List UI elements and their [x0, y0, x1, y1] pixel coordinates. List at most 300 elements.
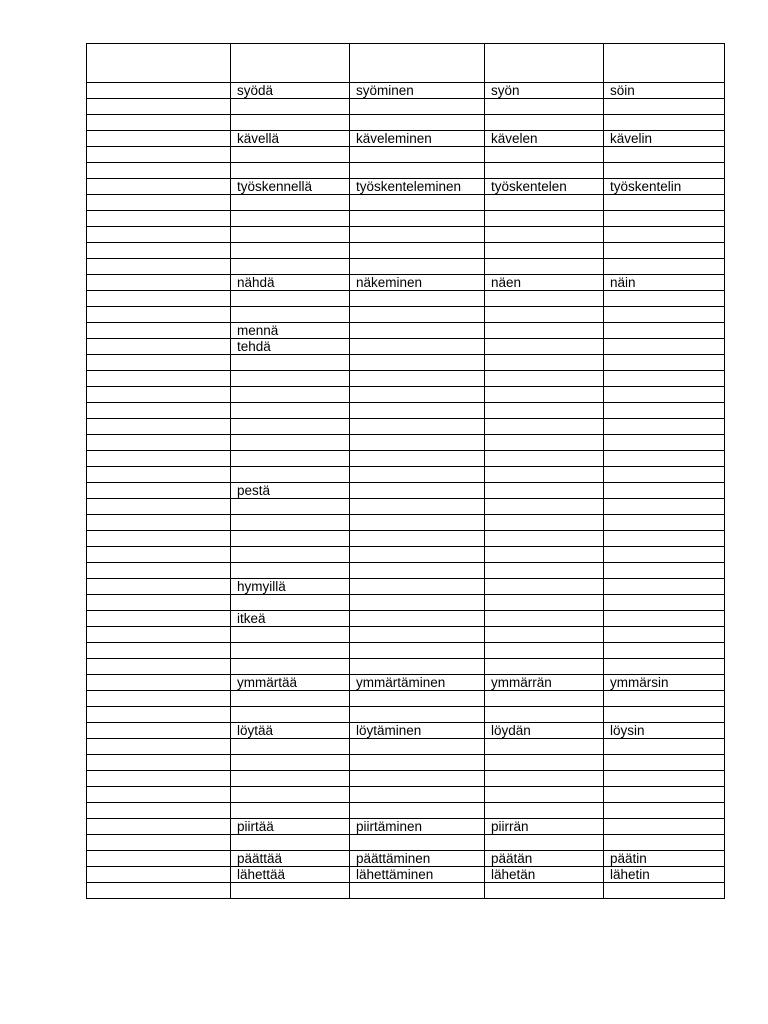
table-row	[87, 499, 725, 515]
past-cell[interactable]: näin	[604, 275, 725, 291]
infinitive-cell[interactable]: nähdä	[231, 275, 350, 291]
row-label-cell[interactable]	[87, 803, 231, 819]
row-label-cell[interactable]	[87, 643, 231, 659]
row-label-cell[interactable]	[87, 99, 231, 115]
past-cell[interactable]	[604, 771, 725, 787]
present-cell[interactable]	[485, 755, 604, 771]
infinitive-cell[interactable]	[231, 195, 350, 211]
table-row	[87, 371, 725, 387]
past-cell[interactable]	[604, 323, 725, 339]
present-cell[interactable]	[485, 595, 604, 611]
table-row	[87, 675, 725, 691]
header-cell[interactable]	[231, 44, 350, 83]
present-cell[interactable]	[485, 435, 604, 451]
table-row	[87, 355, 725, 371]
present-cell[interactable]	[485, 611, 604, 627]
row-label-cell[interactable]	[87, 83, 231, 99]
present-cell[interactable]	[485, 483, 604, 499]
infinitive-cell[interactable]: lähettää	[231, 867, 350, 883]
present-cell[interactable]	[485, 691, 604, 707]
noun-form-cell[interactable]	[350, 99, 485, 115]
present-cell[interactable]	[485, 387, 604, 403]
past-cell[interactable]	[604, 819, 725, 835]
row-label-cell[interactable]	[87, 867, 231, 883]
present-cell[interactable]	[485, 835, 604, 851]
row-label-cell[interactable]	[87, 435, 231, 451]
present-cell[interactable]	[485, 803, 604, 819]
noun-form-cell[interactable]	[350, 835, 485, 851]
row-label-cell[interactable]	[87, 211, 231, 227]
noun-form-cell[interactable]	[350, 563, 485, 579]
past-cell[interactable]	[604, 835, 725, 851]
present-cell[interactable]	[485, 883, 604, 899]
noun-form-cell[interactable]: päättäminen	[350, 851, 485, 867]
noun-form-cell[interactable]	[350, 707, 485, 723]
table-row	[87, 291, 725, 307]
noun-form-cell[interactable]	[350, 483, 485, 499]
row-label-cell[interactable]	[87, 499, 231, 515]
row-label-cell[interactable]	[87, 387, 231, 403]
infinitive-cell[interactable]: kävellä	[231, 131, 350, 147]
row-label-cell[interactable]	[87, 563, 231, 579]
present-cell[interactable]	[485, 467, 604, 483]
infinitive-cell[interactable]	[231, 771, 350, 787]
infinitive-cell[interactable]: löytää	[231, 723, 350, 739]
noun-form-cell[interactable]	[350, 595, 485, 611]
row-label-cell[interactable]	[87, 883, 231, 899]
infinitive-cell[interactable]	[231, 499, 350, 515]
row-label-cell[interactable]	[87, 179, 231, 195]
noun-form-cell[interactable]	[350, 643, 485, 659]
noun-form-cell[interactable]	[350, 467, 485, 483]
past-cell[interactable]	[604, 259, 725, 275]
infinitive-cell[interactable]	[231, 451, 350, 467]
past-cell[interactable]: työskentelin	[604, 179, 725, 195]
infinitive-cell[interactable]	[231, 595, 350, 611]
table-row	[87, 83, 725, 99]
row-label-cell[interactable]	[87, 771, 231, 787]
row-label-cell[interactable]	[87, 259, 231, 275]
noun-form-cell[interactable]: löytäminen	[350, 723, 485, 739]
present-cell[interactable]	[485, 499, 604, 515]
past-cell[interactable]	[604, 803, 725, 819]
infinitive-cell[interactable]	[231, 419, 350, 435]
past-cell[interactable]	[604, 307, 725, 323]
header-cell[interactable]	[485, 44, 604, 83]
past-cell[interactable]: ymmärsin	[604, 675, 725, 691]
row-label-cell[interactable]	[87, 227, 231, 243]
row-label-cell[interactable]	[87, 579, 231, 595]
past-cell[interactable]	[604, 355, 725, 371]
past-cell[interactable]	[604, 339, 725, 355]
noun-form-cell[interactable]	[350, 211, 485, 227]
noun-form-cell[interactable]: piirtäminen	[350, 819, 485, 835]
past-cell[interactable]	[604, 691, 725, 707]
past-cell[interactable]	[604, 403, 725, 419]
present-cell[interactable]: löydän	[485, 723, 604, 739]
infinitive-cell[interactable]	[231, 515, 350, 531]
table-row	[87, 819, 725, 835]
row-label-cell[interactable]	[87, 147, 231, 163]
table-row	[87, 835, 725, 851]
past-cell[interactable]	[604, 643, 725, 659]
past-cell[interactable]	[604, 755, 725, 771]
past-cell[interactable]	[604, 163, 725, 179]
noun-form-cell[interactable]	[350, 115, 485, 131]
table-row	[87, 803, 725, 819]
past-cell[interactable]: lähetin	[604, 867, 725, 883]
row-label-cell[interactable]	[87, 451, 231, 467]
past-cell[interactable]	[604, 659, 725, 675]
row-label-cell[interactable]	[87, 835, 231, 851]
table-row	[87, 771, 725, 787]
past-cell[interactable]: kävelin	[604, 131, 725, 147]
noun-form-cell[interactable]	[350, 883, 485, 899]
table-row	[87, 99, 725, 115]
table-row	[87, 307, 725, 323]
infinitive-cell[interactable]	[231, 739, 350, 755]
present-cell[interactable]	[485, 771, 604, 787]
noun-form-cell[interactable]: käveleminen	[350, 131, 485, 147]
present-cell[interactable]	[485, 403, 604, 419]
present-cell[interactable]	[485, 195, 604, 211]
row-label-cell[interactable]	[87, 323, 231, 339]
noun-form-cell[interactable]	[350, 659, 485, 675]
header-row	[87, 44, 725, 83]
noun-form-cell[interactable]	[350, 227, 485, 243]
present-cell[interactable]	[485, 291, 604, 307]
infinitive-cell[interactable]: työskennellä	[231, 179, 350, 195]
noun-form-cell[interactable]: näkeminen	[350, 275, 485, 291]
past-cell[interactable]	[604, 883, 725, 899]
table-row	[87, 195, 725, 211]
present-cell[interactable]	[485, 627, 604, 643]
past-cell[interactable]: söin	[604, 83, 725, 99]
table-row	[87, 131, 725, 147]
noun-form-cell[interactable]	[350, 163, 485, 179]
present-cell[interactable]	[485, 515, 604, 531]
infinitive-cell[interactable]	[231, 467, 350, 483]
infinitive-cell[interactable]: päättää	[231, 851, 350, 867]
infinitive-cell[interactable]	[231, 627, 350, 643]
present-cell[interactable]	[485, 147, 604, 163]
infinitive-cell[interactable]	[231, 291, 350, 307]
noun-form-cell[interactable]: ymmärtäminen	[350, 675, 485, 691]
row-label-cell[interactable]	[87, 339, 231, 355]
present-cell[interactable]	[485, 99, 604, 115]
infinitive-cell[interactable]: pestä	[231, 483, 350, 499]
noun-form-cell[interactable]	[350, 243, 485, 259]
table-row	[87, 707, 725, 723]
infinitive-cell[interactable]	[231, 387, 350, 403]
table-row	[87, 467, 725, 483]
infinitive-cell[interactable]	[231, 243, 350, 259]
present-cell[interactable]	[485, 531, 604, 547]
present-cell[interactable]	[485, 115, 604, 131]
present-cell[interactable]	[485, 739, 604, 755]
past-cell[interactable]	[604, 627, 725, 643]
present-cell[interactable]	[485, 419, 604, 435]
table-row	[87, 275, 725, 291]
row-label-cell[interactable]	[87, 307, 231, 323]
infinitive-cell[interactable]: syödä	[231, 83, 350, 99]
past-cell[interactable]	[604, 579, 725, 595]
table-row	[87, 691, 725, 707]
noun-form-cell[interactable]	[350, 803, 485, 819]
header-cell[interactable]	[350, 44, 485, 83]
row-label-cell[interactable]	[87, 483, 231, 499]
row-label-cell[interactable]	[87, 707, 231, 723]
infinitive-cell[interactable]	[231, 883, 350, 899]
row-label-cell[interactable]	[87, 691, 231, 707]
past-cell[interactable]	[604, 595, 725, 611]
infinitive-cell[interactable]	[231, 227, 350, 243]
infinitive-cell[interactable]	[231, 531, 350, 547]
noun-form-cell[interactable]	[350, 387, 485, 403]
table-row	[87, 739, 725, 755]
noun-form-cell[interactable]	[350, 451, 485, 467]
row-label-cell[interactable]	[87, 419, 231, 435]
noun-form-cell[interactable]	[350, 355, 485, 371]
present-cell[interactable]	[485, 371, 604, 387]
row-label-cell[interactable]	[87, 723, 231, 739]
past-cell[interactable]	[604, 515, 725, 531]
infinitive-cell[interactable]	[231, 259, 350, 275]
table-row	[87, 851, 725, 867]
present-cell[interactable]	[485, 323, 604, 339]
row-label-cell[interactable]	[87, 371, 231, 387]
verb-worksheet-table	[86, 43, 725, 899]
present-cell[interactable]: lähetän	[485, 867, 604, 883]
row-label-cell[interactable]	[87, 355, 231, 371]
infinitive-cell[interactable]	[231, 163, 350, 179]
past-cell[interactable]	[604, 371, 725, 387]
past-cell[interactable]	[604, 707, 725, 723]
past-cell[interactable]	[604, 147, 725, 163]
noun-form-cell[interactable]	[350, 531, 485, 547]
infinitive-cell[interactable]: mennä	[231, 323, 350, 339]
past-cell[interactable]	[604, 499, 725, 515]
table-row	[87, 547, 725, 563]
row-label-cell[interactable]	[87, 515, 231, 531]
table-row	[87, 787, 725, 803]
table-row	[87, 627, 725, 643]
row-label-cell[interactable]	[87, 611, 231, 627]
table-row	[87, 387, 725, 403]
noun-form-cell[interactable]	[350, 323, 485, 339]
noun-form-cell[interactable]: syöminen	[350, 83, 485, 99]
row-label-cell[interactable]	[87, 547, 231, 563]
noun-form-cell[interactable]	[350, 611, 485, 627]
present-cell[interactable]: päätän	[485, 851, 604, 867]
table-row	[87, 179, 725, 195]
past-cell[interactable]	[604, 99, 725, 115]
row-label-cell[interactable]	[87, 819, 231, 835]
infinitive-cell[interactable]	[231, 355, 350, 371]
present-cell[interactable]	[485, 707, 604, 723]
row-label-cell[interactable]	[87, 163, 231, 179]
present-cell[interactable]: kävelen	[485, 131, 604, 147]
infinitive-cell[interactable]	[231, 371, 350, 387]
table-row	[87, 643, 725, 659]
row-label-cell[interactable]	[87, 275, 231, 291]
present-cell[interactable]	[485, 307, 604, 323]
row-label-cell[interactable]	[87, 531, 231, 547]
noun-form-cell[interactable]	[350, 579, 485, 595]
infinitive-cell[interactable]	[231, 835, 350, 851]
table-row	[87, 211, 725, 227]
present-cell[interactable]	[485, 547, 604, 563]
infinitive-cell[interactable]	[231, 211, 350, 227]
past-cell[interactable]	[604, 547, 725, 563]
noun-form-cell[interactable]	[350, 339, 485, 355]
noun-form-cell[interactable]	[350, 515, 485, 531]
row-label-cell[interactable]	[87, 195, 231, 211]
past-cell[interactable]	[604, 563, 725, 579]
noun-form-cell[interactable]	[350, 259, 485, 275]
present-cell[interactable]	[485, 659, 604, 675]
noun-form-cell[interactable]	[350, 499, 485, 515]
row-label-cell[interactable]	[87, 755, 231, 771]
present-cell[interactable]	[485, 211, 604, 227]
infinitive-cell[interactable]	[231, 803, 350, 819]
past-cell[interactable]	[604, 787, 725, 803]
table-row	[87, 659, 725, 675]
infinitive-cell[interactable]	[231, 755, 350, 771]
row-label-cell[interactable]	[87, 595, 231, 611]
past-cell[interactable]	[604, 243, 725, 259]
present-cell[interactable]	[485, 355, 604, 371]
infinitive-cell[interactable]: itkeä	[231, 611, 350, 627]
noun-form-cell[interactable]	[350, 755, 485, 771]
noun-form-cell[interactable]	[350, 691, 485, 707]
infinitive-cell[interactable]	[231, 99, 350, 115]
present-cell[interactable]: syön	[485, 83, 604, 99]
infinitive-cell[interactable]: tehdä	[231, 339, 350, 355]
row-label-cell[interactable]	[87, 627, 231, 643]
past-cell[interactable]	[604, 451, 725, 467]
past-cell[interactable]	[604, 195, 725, 211]
past-cell[interactable]	[604, 291, 725, 307]
infinitive-cell[interactable]	[231, 691, 350, 707]
table-row	[87, 419, 725, 435]
row-label-cell[interactable]	[87, 243, 231, 259]
past-cell[interactable]	[604, 739, 725, 755]
header-cell[interactable]	[604, 44, 725, 83]
past-cell[interactable]	[604, 531, 725, 547]
past-cell[interactable]	[604, 611, 725, 627]
infinitive-cell[interactable]: piirtää	[231, 819, 350, 835]
noun-form-cell[interactable]	[350, 419, 485, 435]
past-cell[interactable]: päätin	[604, 851, 725, 867]
table-row	[87, 451, 725, 467]
infinitive-cell[interactable]	[231, 659, 350, 675]
infinitive-cell[interactable]	[231, 403, 350, 419]
noun-form-cell[interactable]	[350, 627, 485, 643]
header-cell[interactable]	[87, 44, 231, 83]
past-cell[interactable]	[604, 211, 725, 227]
present-cell[interactable]	[485, 579, 604, 595]
row-label-cell[interactable]	[87, 659, 231, 675]
present-cell[interactable]	[485, 259, 604, 275]
row-label-cell[interactable]	[87, 403, 231, 419]
past-cell[interactable]	[604, 419, 725, 435]
present-cell[interactable]	[485, 787, 604, 803]
present-cell[interactable]: piirrän	[485, 819, 604, 835]
present-cell[interactable]: työskentelen	[485, 179, 604, 195]
noun-form-cell[interactable]	[350, 371, 485, 387]
infinitive-cell[interactable]	[231, 115, 350, 131]
present-cell[interactable]	[485, 339, 604, 355]
noun-form-cell[interactable]	[350, 435, 485, 451]
table-row	[87, 515, 725, 531]
row-label-cell[interactable]	[87, 131, 231, 147]
past-cell[interactable]	[604, 467, 725, 483]
infinitive-cell[interactable]	[231, 787, 350, 803]
table-row	[87, 611, 725, 627]
infinitive-cell[interactable]	[231, 547, 350, 563]
present-cell[interactable]	[485, 227, 604, 243]
infinitive-cell[interactable]: hymyillä	[231, 579, 350, 595]
noun-form-cell[interactable]	[350, 547, 485, 563]
row-label-cell[interactable]	[87, 787, 231, 803]
infinitive-cell[interactable]	[231, 435, 350, 451]
row-label-cell[interactable]	[87, 739, 231, 755]
noun-form-cell[interactable]	[350, 307, 485, 323]
table-row	[87, 723, 725, 739]
row-label-cell[interactable]	[87, 291, 231, 307]
noun-form-cell[interactable]	[350, 291, 485, 307]
noun-form-cell[interactable]	[350, 787, 485, 803]
infinitive-cell[interactable]	[231, 707, 350, 723]
present-cell[interactable]	[485, 163, 604, 179]
noun-form-cell[interactable]	[350, 147, 485, 163]
noun-form-cell[interactable]: lähettäminen	[350, 867, 485, 883]
noun-form-cell[interactable]: työskenteleminen	[350, 179, 485, 195]
infinitive-cell[interactable]	[231, 643, 350, 659]
infinitive-cell[interactable]: ymmärtää	[231, 675, 350, 691]
present-cell[interactable]: näen	[485, 275, 604, 291]
past-cell[interactable]	[604, 483, 725, 499]
table-row	[87, 147, 725, 163]
infinitive-cell[interactable]	[231, 563, 350, 579]
noun-form-cell[interactable]	[350, 403, 485, 419]
present-cell[interactable]	[485, 243, 604, 259]
row-label-cell[interactable]	[87, 467, 231, 483]
row-label-cell[interactable]	[87, 115, 231, 131]
past-cell[interactable]	[604, 435, 725, 451]
table-row	[87, 483, 725, 499]
past-cell[interactable]: löysin	[604, 723, 725, 739]
infinitive-cell[interactable]	[231, 147, 350, 163]
past-cell[interactable]	[604, 227, 725, 243]
past-cell[interactable]	[604, 387, 725, 403]
table-body	[87, 44, 725, 899]
row-label-cell[interactable]	[87, 851, 231, 867]
infinitive-cell[interactable]	[231, 307, 350, 323]
noun-form-cell[interactable]	[350, 739, 485, 755]
present-cell[interactable]: ymmärrän	[485, 675, 604, 691]
row-label-cell[interactable]	[87, 675, 231, 691]
present-cell[interactable]	[485, 643, 604, 659]
noun-form-cell[interactable]	[350, 771, 485, 787]
present-cell[interactable]	[485, 451, 604, 467]
table-row	[87, 227, 725, 243]
past-cell[interactable]	[604, 115, 725, 131]
noun-form-cell[interactable]	[350, 195, 485, 211]
table-row	[87, 403, 725, 419]
present-cell[interactable]	[485, 563, 604, 579]
